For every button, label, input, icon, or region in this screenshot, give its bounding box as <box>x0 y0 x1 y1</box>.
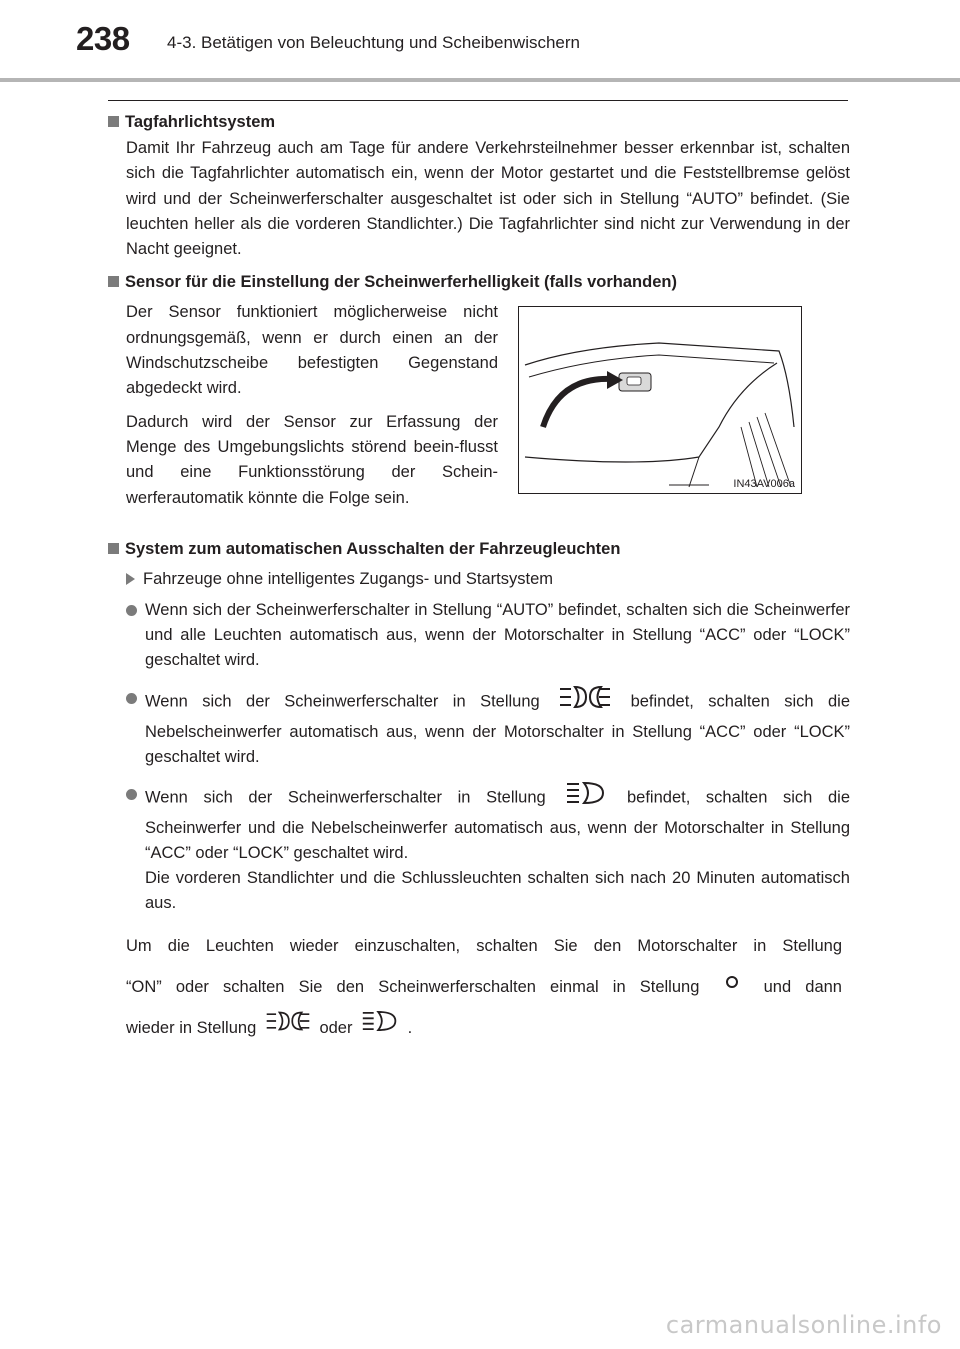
circle-bullet-icon <box>126 605 137 616</box>
page-content <box>108 108 850 1049</box>
square-bullet-icon <box>108 116 119 127</box>
day-lights-text: Damit Ihr Fahrzeug auch am Tage für andere Verkehrsteilnehmer besser erkennbar ist, schalten sich die Tagfahrlichter automatisch ein, wenn der Motor gestartet und die Feststellbremse gelöst wird und der Scheinwerferschalter ausgeschaltet ist oder sich in Stellung “AUTO” befindet. (Sie leuchten heller als die vorderen Standlichter.) Die Tagfahrlichter sind nicht zur Verwendung in der Nacht geeignet. <box>126 139 850 259</box>
header-rule <box>108 100 848 101</box>
off-position-icon <box>718 967 746 1008</box>
headlight-icon <box>361 1008 399 1049</box>
triangle-bullet-icon <box>126 573 135 585</box>
figure-code: IN43AV006a <box>733 478 795 491</box>
square-bullet-icon <box>108 543 119 554</box>
sensor-text-1: Der Sensor funktioniert möglicherweise nicht ordnungsgemäß, wenn er durch einen an der Windschutzscheibe befestigten Gegenstand abgedeckt wird. <box>126 303 498 398</box>
square-bullet-icon <box>108 276 119 287</box>
small-lights-icon <box>558 684 612 720</box>
list-item: Wenn sich der Scheinwerferschalter in Stellung befindet, schalten sich die Scheinwerfer und die Nebelscheinwerfer automatisch aus, wenn der Motorschalter in Stellung “ACC” oder “LOCK” geschaltet wird. Die vorderen Standlichter und die Schlussleuchten schalten sich nach 20 Minuten automatisch aus. <box>126 780 850 916</box>
section-heading-day-lights: Tagfahrlichtsystem <box>108 108 850 136</box>
circle-bullet-icon <box>126 693 137 704</box>
sensor-text-2: Dadurch wird der Sensor zur Erfassung der Menge des Umgebungslichts störend beein-flusst und eine Funktionsstörung der Schein-werferautomatik könnte die Folge sein. <box>126 412 498 507</box>
page-number: 238 <box>76 20 130 57</box>
section-heading-sensor: Sensor für die Einstellung der Scheinwerferhelligkeit (falls vorhanden) <box>108 268 850 296</box>
re-enable-line-2: “ON” oder schalten Sie den Scheinwerferschalten einmal in Stellung und dann <box>126 967 850 1008</box>
section-heading-auto-off: System zum automatischen Ausschalten der Fahrzeugleuchten <box>108 535 850 563</box>
chapter-title: 4-3. Betätigen von Beleuchtung und Scheibenwischern <box>167 33 581 52</box>
small-lights-icon <box>265 1008 311 1049</box>
windshield-sensor-figure <box>518 306 802 494</box>
re-enable-note <box>126 926 850 1049</box>
headlight-icon <box>565 780 607 816</box>
re-enable-line-3: wieder in Stellung oder . <box>126 1008 850 1049</box>
sensor-block <box>108 300 850 518</box>
page-header <box>0 0 960 82</box>
windshield-illustration <box>519 307 801 493</box>
circle-bullet-icon <box>126 789 137 800</box>
re-enable-line-1: Um die Leuchten wieder einzuschalten, schalten Sie den Motorschalter in Stellung <box>126 936 842 955</box>
watermark: carmanualsonline.info <box>665 1311 942 1339</box>
condition-note: Fahrzeuge ohne intelligentes Zugangs- und Startsystem <box>126 567 850 592</box>
list-item: Wenn sich der Scheinwerferschalter in Stellung befindet, schalten sich die Nebelscheinwerfer automatisch aus, wenn der Motorschalter in Stellung “ACC” oder “LOCK” geschaltet wird. <box>126 684 850 770</box>
list-item: Wenn sich der Scheinwerferschalter in Stellung “AUTO” befindet, schalten sich die Scheinwerfer und alle Leuchten automatisch aus, wenn der Motorschalter in Stellung “ACC” oder “LOCK” geschaltet wird. <box>126 598 850 674</box>
